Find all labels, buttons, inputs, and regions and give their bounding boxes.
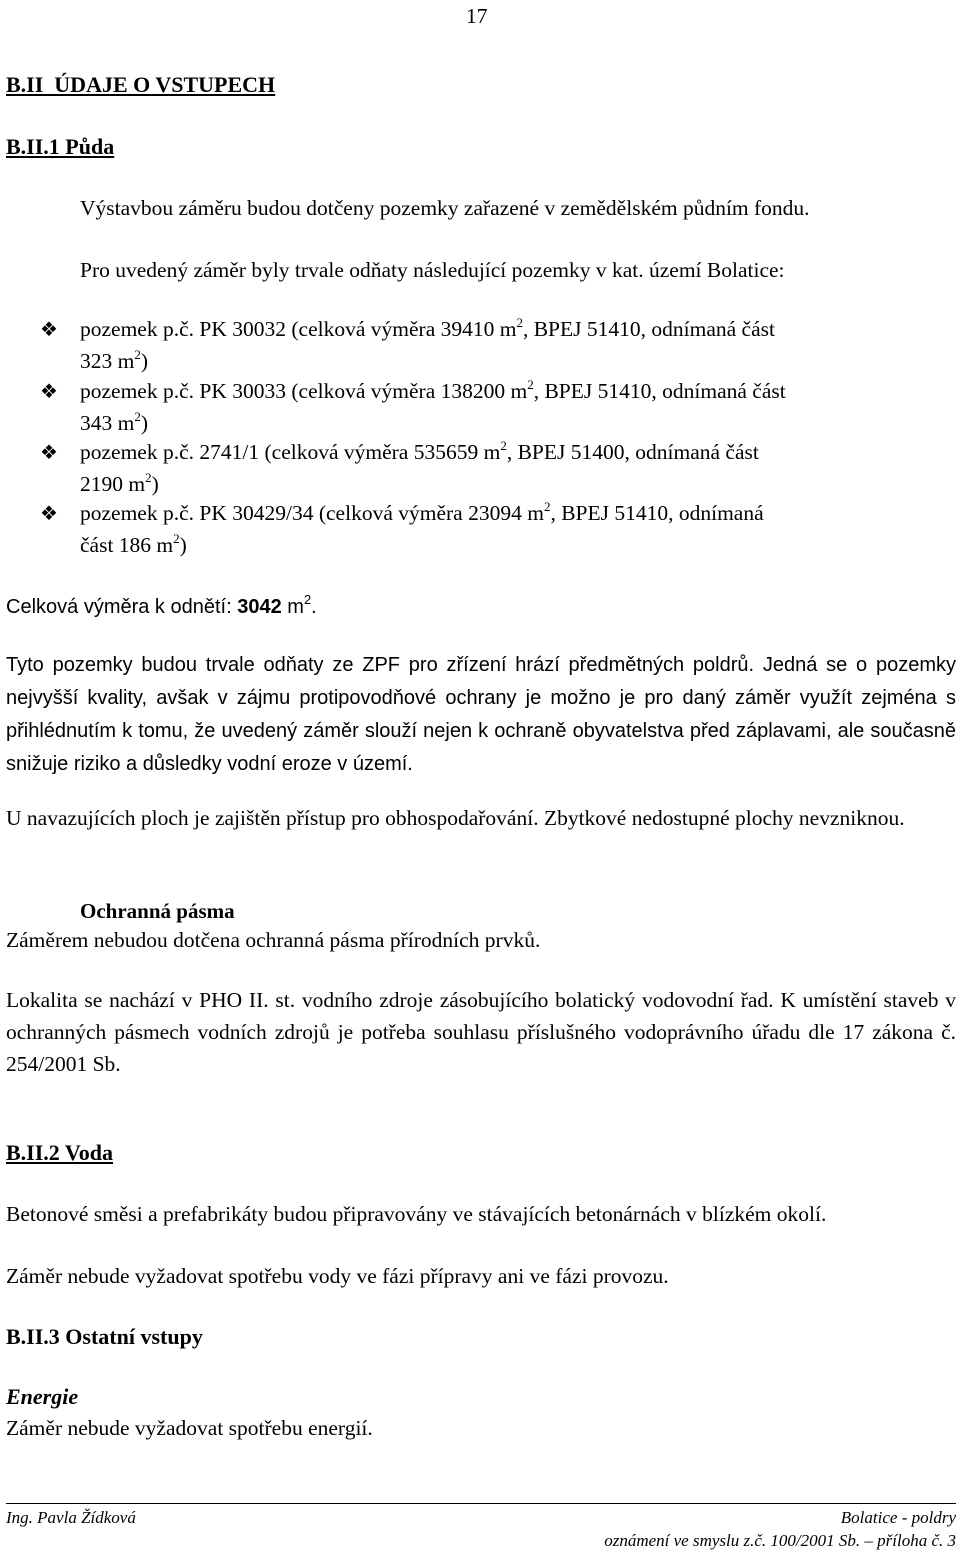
voda-paragraph-1: Betonové směsi a prefabrikáty budou připravovány ve stávajících betonárnách v blízkém okolí. (6, 1202, 827, 1226)
footer-divider (6, 1503, 956, 1504)
list-item: ❖ pozemek p.č. 2741/1 (celková výměra 535659 $m^2$, BPEJ 51400, odnímaná část 2190 $m^2$) (40, 438, 759, 496)
page-number: 17 (466, 4, 488, 28)
subsection-title-voda: B.II.2 Voda (6, 1140, 114, 1165)
subsection-title-puda: B.II.1 Půda (6, 134, 115, 159)
energie-text: Záměr nebude vyžadovat spotřebu energií. (6, 1416, 373, 1440)
footer-note: oznámení ve smyslu z.č. 100/2001 Sb. – příloha č. 3 (604, 1531, 956, 1550)
diamond-bullet-icon: ❖ (40, 440, 58, 464)
footer-author: Ing. Pavla Žídková (6, 1508, 136, 1527)
intro-paragraph: Výstavbou záměru budou dotčeny pozemky zařazené v zemědělském půdním fondu. (80, 196, 810, 220)
ochranna-pasma-text: Záměrem nebudou dotčena ochranná pásma přírodních prvků. (6, 928, 541, 952)
list-item: ❖ pozemek p.č. PK 30429/34 (celková výměra 23094 $m^2$, BPEJ 51410, odnímaná část 186 $m^2$) (40, 499, 764, 557)
total-area: Celková výměra k odnětí: 3042 $m^2$. (6, 592, 317, 618)
diamond-bullet-icon: ❖ (40, 501, 58, 525)
paragraph-access: U navazujících ploch je zajištěn přístup pro obhospodařování. Zbytkové nedostupné plochy nevzniknou. (6, 806, 905, 830)
energie-title: Energie (6, 1384, 79, 1409)
subsection-title-ostatni: B.II.3 Ostatní vstupy (6, 1324, 203, 1349)
footer-project: Bolatice - poldry (840, 1508, 956, 1527)
ochranna-pasma-title: Ochranná pásma (80, 899, 235, 923)
section-title: B.II ÚDAJE O VSTUPECH (6, 72, 276, 97)
diamond-bullet-icon: ❖ (40, 379, 58, 403)
paragraph-zpf: Tyto pozemky budou trvale odňaty ze ZPF pro zřízení hrází předmětných poldrů. Jedná se o pozemky nejvyšší kvality, avšak v zájmu protipovodňové ochrany je možno je pro daný záměr využít zejména s přihlédnutím k tomu, že uvedený záměr slouží nejen k ochraně obyvatelstva před záplavami, ale současně snižuje riziko a důsledky vodní eroze v území. (6, 654, 956, 775)
list-item: ❖ pozemek p.č. PK 30032 (celková výměra 39410 $m^2$, BPEJ 51410, odnímaná část 323 $m^2$) (40, 315, 775, 373)
intro-paragraph-2: Pro uvedený záměr byly trvale odňaty následující pozemky v kat. území Bolatice: (80, 258, 785, 282)
voda-paragraph-2: Záměr nebude vyžadovat spotřebu vody ve fázi přípravy ani ve fázi provozu. (6, 1264, 669, 1288)
list-item: ❖ pozemek p.č. PK 30033 (celková výměra 138200 $m^2$, BPEJ 51410, odnímaná část 343 $m^2$) (40, 377, 786, 435)
diamond-bullet-icon: ❖ (40, 317, 58, 341)
lokalita-paragraph: Lokalita se nachází v PHO II. st. vodního zdroje zásobujícího bolatický vodovodní řad. K umístění staveb v ochranných pásmech vodních zdrojů je potřeba souhlasu příslušného vodoprávního úřadu dle 17 zákona č. 254/2001 Sb. (6, 988, 956, 1076)
